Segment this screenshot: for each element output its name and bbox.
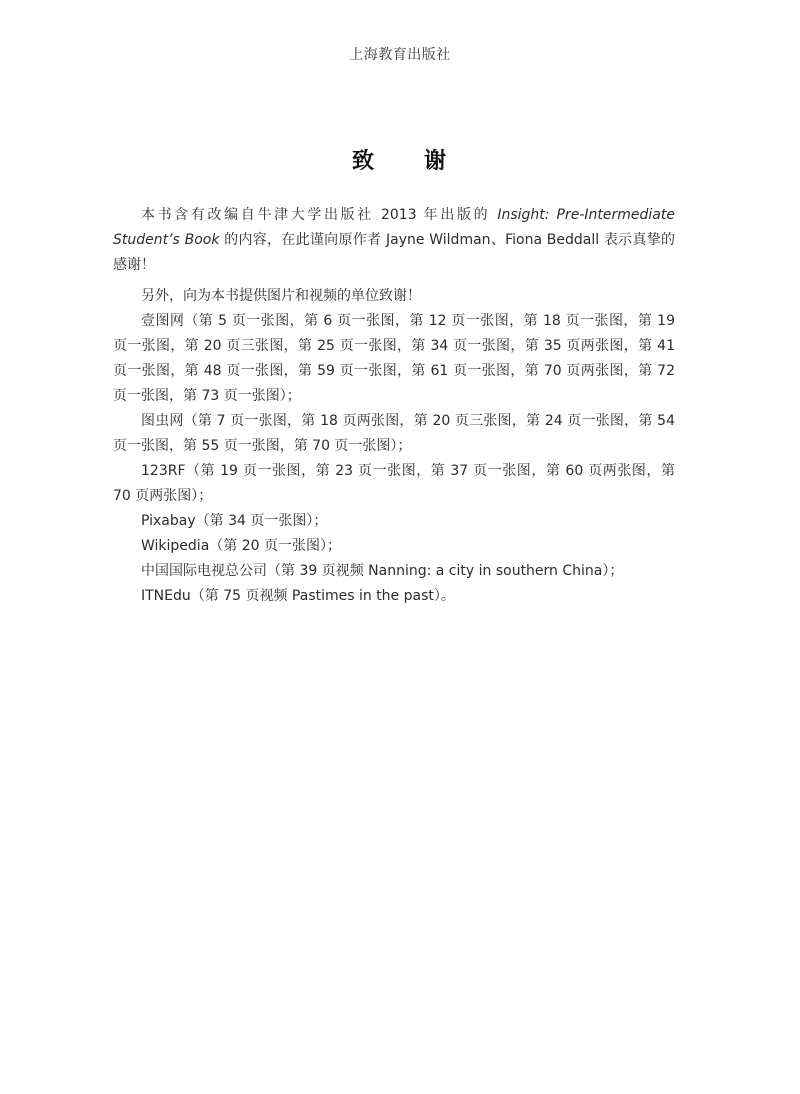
credit-item: 123RF（第 19 页一张图，第 23 页一张图，第 37 页一张图，第 60 页两张图，第 70 页两张图）；	[113, 463, 675, 504]
title-char-1: 致	[351, 149, 376, 174]
intro-text-2: 的内容，在此谨向原作者 Jayne Wildman、Fiona Beddall 表示真挚的感谢！	[113, 232, 675, 273]
intro-text-1: 本书含有改编自牛津大学出版社 2013 年出版的	[141, 207, 498, 223]
credit-item: 壹图网（第 5 页一张图，第 6 页一张图，第 12 页一张图，第 18 页一张图，第 19 页一张图，第 20 页三张图，第 25 页一张图，第 34 页一张图，第 35 页两张图，第 41 页一张图，第 48 页一张图，第 59 页一张图，第 61 页一张图，第 70 页两张图，第 72 页一张图，第 73 页一张图）；	[113, 313, 675, 404]
credit-item: Wikipedia（第 20 页一张图）；	[141, 538, 341, 554]
acknowledgements-body	[113, 203, 675, 609]
credit-item: Pixabay（第 34 页一张图）；	[141, 513, 328, 529]
thanks-intro-paragraph: 另外，向为本书提供图片和视频的单位致谢！	[141, 288, 421, 304]
credit-item: 中国国际电视总公司（第 39 页视频 Nanning: a city in southern China）；	[141, 563, 624, 579]
running-header: 上海教育出版社	[349, 47, 451, 63]
credit-item: 图虫网（第 7 页一张图，第 18 页两张图，第 20 页三张图，第 24 页一张图，第 54 页一张图，第 55 页一张图，第 70 页一张图）；	[113, 413, 675, 454]
intro-paragraph	[113, 203, 675, 278]
page-title	[0, 144, 800, 175]
credit-item: ITNEdu（第 75 页视频 Pastimes in the past）。	[141, 588, 455, 604]
title-char-2: 谢	[424, 149, 449, 174]
book-title: Insight: Pre-Intermediate Student’s Book	[113, 207, 675, 248]
